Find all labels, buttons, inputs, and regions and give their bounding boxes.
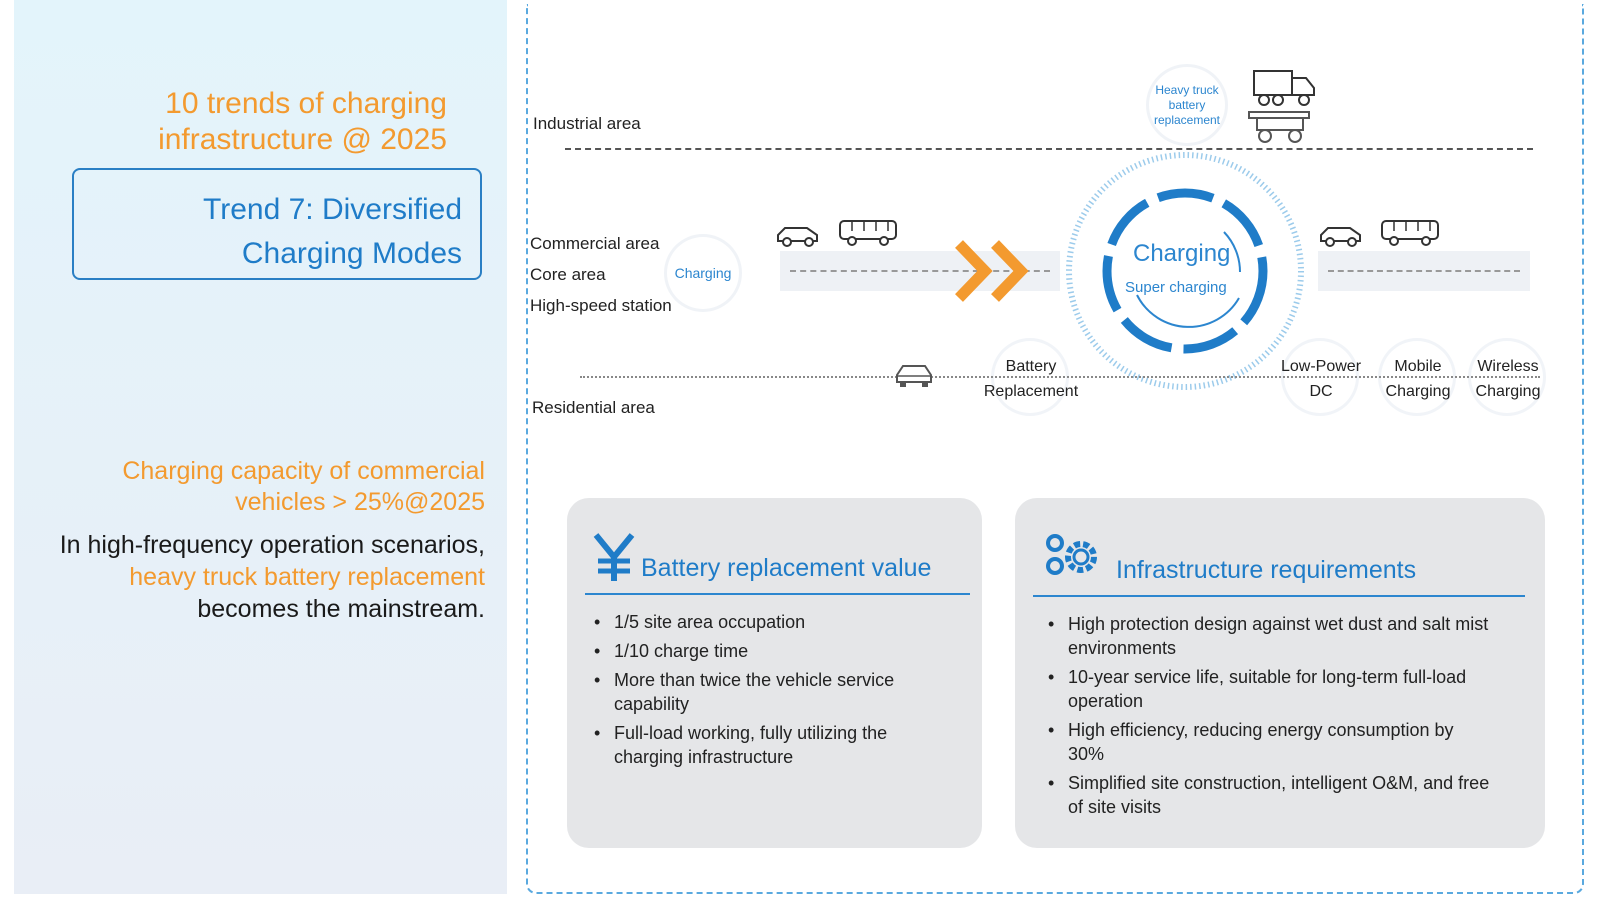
gears-icon [1045,533,1101,583]
mode-battery-line-2: Replacement [983,383,1079,400]
capacity-line-2: vehicles > 25%@2025 [235,488,485,516]
capacity-text [65,456,485,518]
yen-icon [592,533,636,583]
mode-battery-line-1: Battery [1005,358,1057,375]
statement-part-1: In high-frequency operation scenarios, [59,531,485,559]
mode-wireless-charging [1453,354,1563,404]
list-item: • 1/5 site area occupation [592,610,942,634]
battery-card-list [592,610,942,774]
battery-card-rule [585,593,970,595]
mode-lowpower-line-1: Low-Power [1280,358,1362,375]
charging-ring-label [664,234,742,312]
infra-card-list [1046,612,1491,824]
car-icon [775,223,821,247]
mode-low-power-dc [1266,354,1376,404]
list-item: • 10-year service life, suitable for long-term full-load operation [1046,665,1491,713]
center-title: Charging [1133,240,1231,267]
zone-highspeed: High-speed station [530,296,672,315]
infra-card-title: Infrastructure requirements [1116,556,1417,584]
truck-icon [1252,68,1318,108]
list-item: • More than twice the vehicle service capability [592,668,942,716]
charging-small-label: Charging [674,264,732,281]
battery-swap-station-icon [1245,110,1315,144]
page-title [27,86,447,158]
heavy-truck-label [1146,64,1228,146]
list-item: • High efficiency, reducing energy consumption by 30% [1046,718,1491,766]
title-line-2: infrastructure @ 2025 [158,123,447,156]
car-icon-right [1318,223,1364,247]
statement-text [25,529,485,625]
left-panel [14,0,507,894]
chevron-right-icon [955,240,1035,302]
heavy-truck-line-3: replacement [1153,112,1221,127]
statement-highlight: heavy truck battery replacement [129,563,485,591]
trend-box [72,168,482,280]
heavy-truck-line-1: Heavy truck [1155,82,1219,97]
battery-card-title: Battery replacement value [641,554,932,582]
capacity-line-1: Charging capacity of commercial [122,457,485,485]
industrial-divider [565,148,1533,150]
mode-wireless-line-1: Wireless [1477,358,1539,375]
right-road-lane [1318,251,1530,291]
zone-industrial: Industrial area [533,114,641,133]
mode-mobile-line-1: Mobile [1394,358,1442,375]
list-item: • High protection design against wet dust and salt mist environments [1046,612,1491,660]
list-item: • Full-load working, fully utilizing the charging infrastructure [592,721,942,769]
mode-wireless-line-2: Charging [1475,383,1541,400]
title-line-1: 10 trends of charging [165,87,447,120]
zone-commercial: Commercial area [530,234,660,253]
infra-card-rule [1033,595,1525,597]
zone-residential: Residential area [532,398,655,417]
mode-battery-replacement [976,354,1086,404]
bus-icon [838,219,898,247]
mode-lowpower-line-2: DC [1309,383,1333,400]
statement-part-2: becomes the mainstream. [197,595,485,623]
list-item: • 1/10 charge time [592,639,942,663]
trend-line-2: Charging Modes [241,237,462,270]
zone-core: Core area [530,265,606,284]
heavy-truck-line-2: battery [1168,97,1206,112]
sedan-icon [893,362,935,390]
trend-line-1: Trend 7: Diversified [203,193,462,226]
center-subtitle: Super charging [1125,279,1227,296]
bus-icon-right [1380,219,1440,247]
list-item: • Simplified site construction, intelligent O&M, and free of site visits [1046,771,1491,819]
mode-mobile-line-2: Charging [1385,383,1451,400]
